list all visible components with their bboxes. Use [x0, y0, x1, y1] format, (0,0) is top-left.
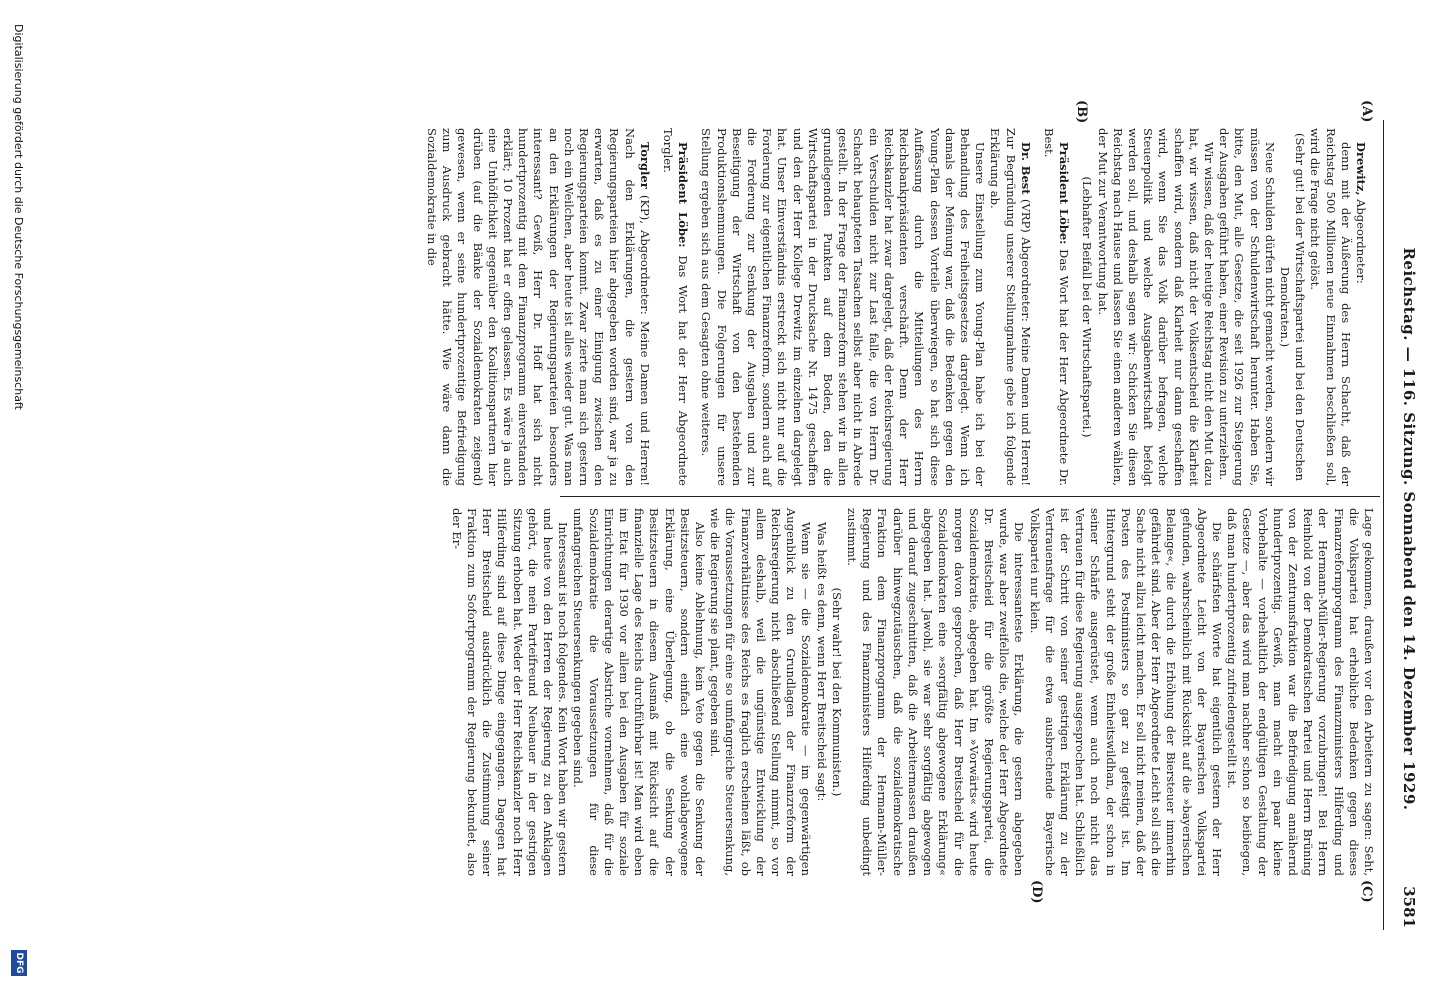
left-speaker-paragraph	[987, 128, 1033, 486]
left-interjection: (Lebhafter Beifall bei der Wirtschaftspartei.)	[1080, 176, 1095, 438]
speaker-name: Drewitz,	[1354, 142, 1368, 196]
left-text-column	[424, 128, 1376, 486]
funding-note: Digitalisierung gefördert durch die Deutsche Forschungsgemeinschaft	[12, 24, 25, 410]
left-paragraph: Wir wissen, daß der heutige Reichstag nicht den Mut dazu hat, wir wissen, daß nicht der Volksentscheid die Klarheit schaffen wird, sondern daß Klarheit nur dann geschaffen wird, wenn Sie das Volk darüber befragen, welche Steuerpolitik und welche Ausgabenwirtschaft befolgt werden soll, und deshalb sagen wir: Schicken Sie diesen Reichstag nach Hause und lassen Sie einen anderen wählen, der Mut zur Verantwortung hat.	[1095, 128, 1216, 486]
right-paragraph: Was heißt es denn, wenn Herr Breitscheid sagt:	[814, 522, 829, 802]
margin-mark-d: (D)	[1029, 880, 1044, 904]
right-text-column	[449, 508, 1376, 876]
left-speaker-paragraph	[424, 128, 652, 486]
right-paragraph: Also keine Ablehnung, kein Veto gegen die Senkung der Besitzsteuern, sondern einfach eine wohlabgewogene Erklärung, eine Überlegung, ob die Senkung der Besitzsteuern in diesem Ausmaß mit Rücksicht auf die finanzielle Lage des Reichs durchführbar ist! Man wird eben im Etat für 1930 vor allem bei den Ausgaben für soziale Einrichtungen derartige Abstriche vornehmen, daß für die Sozialdemokratie die Voraussetzungen für diese umfangreichen Steuersenkungen gegeben sind.	[571, 508, 708, 876]
left-paragraph: Unsere Einstellung zum Young-Plan habe ich bei der Behandlung des Freiheitsgesetzes dargelegt. Wenn ich damals der Meinung war, daß die Bedenken gegen den Young-Plan dessen Vorteile überwiegen, so hat sich diese Auffassung durch die Mitteilungen des Herrn Reichsbankpräsidenten verschärft. Denn der Herr Reichskanzler hat zwar dargelegt, daß der Reichsregierung ein Verschulden nicht zur Last falle, die von Herrn Dr. Schacht behaupteten Tatsachen selbst aber nicht in Abrede gestellt. In der Frage der Finanzreform stehen wir in allen grundlegenden Punkten auf dem Boden, den die Wirtschaftspartei in der Drucksache Nr. 1475 geschaffen und den der Herr Kollege Drewitz im einzelnen dargelegt hat. Unser Einverständnis erstreckt sich nicht nur auf die Forderung zur eigentlichen Finanzreform, sondern auch auf die Forderung zur Senkung der Ausgaben und zur Beseitigung der Wirtschaft von den bestehenden Produktionshemmungen. Die Folgerungen für unsere Stellung ergeben sich aus dem Gesagten ohne weiteres.	[699, 128, 988, 486]
right-paragraph: Die schärfsten Worte hat eigentlich gestern der Herr Abgeordnete Leicht von der Bayerischen Volkspartei gefunden, wahrscheinlich mit Rücksicht auf die »bayerischen Belange«, die durch die Erhöhung der Biersteuer immerhin gefährdet sind. Aber der Herr Abgeordnete Leicht soll sich die Sache nicht allzu leicht machen. Er soll nicht meinen, daß der Posten des Postministers so gar zu gefestigt ist. Im Hintergrund steht der große Einheitswildhan, der schon in seiner Schärfe ausgerüstet, wenn auch noch nicht das Vertrauen für diese Regierung ausgesprochen hat. Schließlich ist der Schritt von seiner gestrigen Erklärung zu der Vertrauensfrage für die etwa ausbrechende Bayerische Volkspartei nur klein.	[1027, 508, 1224, 876]
right-paragraph: Die interessanteste Erklärung, die gestern abgegeben wurde, war aber zweifellos die, welche der Herr Abgeordnete Dr. Breitscheid für die größte Regierungspartei, die Sozialdemokratie, abgegeben hat. Im »Vorwärts« wird heute morgen davon gesprochen, daß Herr Breitscheid für die Sozialdemokraten eine »sorgfältig abgewogene Erklärung« abgegeben hat. Jawohl, sie war sehr sorgfältig abgewogen und darauf zugeschnitten, daß die Arbeitermassen draußen darüber hinwegzutäuschen, daß die sozialdemokratische Fraktion dem Finanzprogramm der Hermann-Müller-Regierung und des Finanzministers Hilferding unbedingt zustimmt.	[845, 508, 1027, 876]
right-paragraph: Interessant ist noch folgendes. Kein Wort haben wir gestern und heute von den Herren der Regierung zu den Anklagen gehört, die mein Parteifreund Neubauer in der gestrigen Sitzung erhoben hat. Weder der Herr Reichskanzler noch Herr Hilferding sind auf diese Dinge eingegangen. Dagegen hat Herr Breitscheid ausdrücklich die Zustimmung seiner Fraktion zum Sofortprogramm der Regierung bekundet, also der Er-	[449, 508, 571, 876]
speaker-text: Das Wort hat der Herr Abgeordnete Torgler.	[661, 128, 691, 486]
page-number: 3581	[1400, 886, 1418, 928]
speaker-text: (KP), Abgeordneter: Meine Damen und Herren! Nach den Erklärungen, die gestern von den Regierungsparteien hier abgegeben worden sind, war ja zu erwarten, daß es zu einer Einigung zwischen den Regierungsparteien kommt. Zwar zierte man sich gestern noch ein Weilchen, aber heute ist alles wieder gut. Was man an den Erklärungen der Regierungsparteien besonders interessant? Gewiß, Herr Dr. Hoff hat sich nicht hundertprozentig mit dem Finanzprogramm einverstanden erklärt; 10 Prozent hat er offen gelassen. Es wäre ja auch eine Unhöflichkeit gegenüber den Koalitionspartnern hier drüben (auf die Bänke der Sozialdemokraten zeigend) gewesen, wenn er seine hundertprozentige Befriedigung zum Ausdruck gebracht hätte. Wie wäre dann die Sozialdemokratie in die	[425, 128, 652, 486]
margin-mark-b: (B)	[1074, 100, 1089, 124]
dfg-logo: DFG	[11, 950, 27, 976]
header-rule	[1383, 120, 1384, 930]
left-interjection: (Sehr gut! bei der Wirtschaftspartei und bei den Deutschen Demokraten.)	[1277, 132, 1308, 482]
page-header	[1384, 130, 1418, 928]
left-speaker-paragraph	[1041, 128, 1071, 486]
column-divider	[560, 496, 1380, 497]
speaker-text: Abgeordneter:	[1354, 195, 1368, 284]
margin-mark-a: (A)	[1359, 100, 1374, 123]
left-paragraph: denn mit der Äußerung des Herrn Schacht, daß der Reichstag 500 Millionen neue Einnahmen beschließen soll, wird die Frage nicht gelöst.	[1308, 128, 1353, 486]
page-header-title: Reichstag. — 116. Sitzung. Sonnabend den 14. Dezember 1929.	[1400, 247, 1418, 811]
right-paragraph: Lage gekommen, draußen vor den Arbeitern zu sagen: Seht, die Volkspartei hat erhebliche Bedenken gegen dieses Finanzreformprogramm des Finanzministers Hilferding und der Hermann-Müller-Regierung vorzubringen! Bei Herrn Reinhold von der Demokratischen Partei und Herrn Brüning von der Zentrumsfraktion war die Befriedigung annähernd hundertprozentig. Gewiß, man macht ein paar kleine Vorbehalte — vorbehaltlich der endgültigen Gestaltung der Gesetze —, aber das wird man nachher schon so beibiegen, daß man hundertprozentig zufriedengestellt ist.	[1225, 508, 1376, 876]
left-speaker-paragraph	[1353, 128, 1368, 486]
speaker-text: (VRP) Abgeordneter: Meine Damen und Herren! Zur Begründung unserer Stellungnahme gebe ich folgende Erklärung ab.	[988, 128, 1033, 486]
speaker-name: Präsident Löbe:	[676, 142, 691, 248]
speaker-name: Torgler	[637, 142, 652, 189]
speaker-name: Dr. Best	[1018, 142, 1033, 195]
speaker-text: Das Wort hat der Herr Abgeordnete Dr. Best.	[1041, 128, 1072, 486]
left-paragraph: Neue Schulden dürfen nicht gemacht werden, sondern wir müssen von der Schuldenwirtschaft herunter. Haben Sie, bitte, den Mut, alle Gesetze, die seit 1926 zur Steigerung der Ausgaben geführt haben, einer Revision zu unterziehen.	[1217, 128, 1277, 486]
left-speaker-paragraph	[660, 128, 690, 486]
speaker-name: Präsident Löbe:	[1057, 142, 1072, 245]
right-paragraph: Wenn sie — die Sozialdemokratie — im gegenwärtigen Augenblick zu den Grundlagen der Finanzreform der Reichsregierung nicht abschließend Stellung nimmt, so vor allem deshalb, weil die ungünstige Entwicklung der Finanzverhältnisse des Reichs es fraglich erscheinen läßt, ob die Voraussetzungen für eine so umfangreiche Steuersenkung, wie die Regierung sie plant, gegeben sind.	[708, 508, 814, 876]
page-footer	[4, 0, 30, 1000]
margin-mark-c: (C)	[1359, 880, 1374, 903]
right-interjection: (Sehr wahr! bei den Kommunisten.)	[829, 587, 844, 797]
